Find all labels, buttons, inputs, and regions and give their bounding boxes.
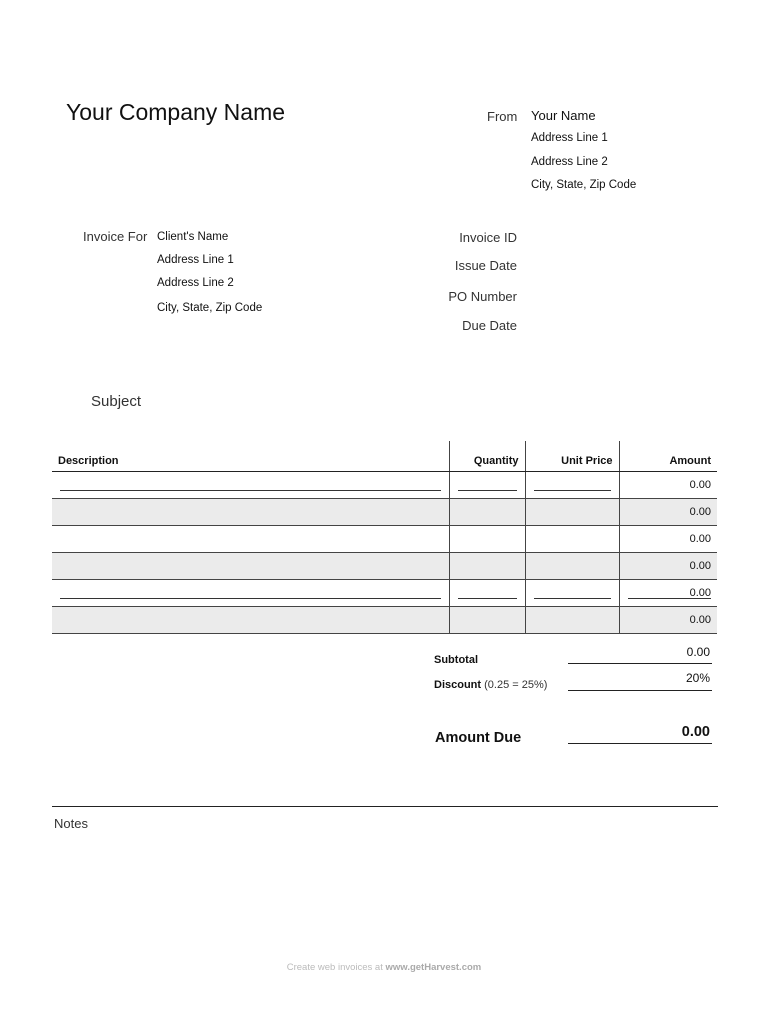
unit-price-underline <box>534 490 611 491</box>
discount-underline <box>568 690 712 691</box>
from-address-line-1: Address Line 1 <box>531 132 608 144</box>
subject-label: Subject <box>91 393 142 410</box>
row-amount: 0.00 <box>689 533 711 545</box>
table-row <box>52 526 717 553</box>
line-items-table <box>52 441 717 634</box>
unit-price-cell[interactable] <box>525 553 619 580</box>
subtotal-value: 0.00 <box>686 645 710 659</box>
description-cell[interactable] <box>52 580 449 607</box>
client-city-line: City, State, Zip Code <box>157 302 263 314</box>
unit-price-cell[interactable] <box>525 499 619 526</box>
table-row <box>52 580 717 607</box>
quantity-underline <box>458 598 517 599</box>
header-description: Description <box>52 441 449 472</box>
description-underline <box>60 490 441 491</box>
unit-price-cell[interactable] <box>525 607 619 634</box>
discount-label: Discount <box>434 679 482 691</box>
subtotal-underline <box>568 663 712 664</box>
client-address-line-2: Address Line 2 <box>157 277 234 289</box>
amount-cell <box>619 499 717 526</box>
from-label: From <box>487 109 518 124</box>
header-amount: Amount <box>619 441 717 472</box>
notes-divider <box>52 806 718 807</box>
quantity-cell[interactable] <box>449 499 525 526</box>
discount-label-group <box>434 679 547 691</box>
amount-cell <box>619 526 717 553</box>
quantity-cell[interactable] <box>449 607 525 634</box>
row-amount: 0.00 <box>689 587 711 599</box>
header-quantity: Quantity <box>449 441 525 472</box>
subtotal-label: Subtotal <box>434 654 478 666</box>
row-amount: 0.00 <box>689 560 711 572</box>
from-address-line-2: Address Line 2 <box>531 156 608 168</box>
description-cell[interactable] <box>52 553 449 580</box>
discount-note: (0.25 = 25%) <box>484 679 548 691</box>
row-amount: 0.00 <box>689 506 711 518</box>
row-amount: 0.00 <box>689 479 711 491</box>
from-name: Your Name <box>531 108 596 123</box>
amount-underline <box>628 598 712 599</box>
table-row <box>52 607 717 634</box>
quantity-cell[interactable] <box>449 580 525 607</box>
amount-cell <box>619 607 717 634</box>
amount-due-label: Amount Due <box>435 730 522 746</box>
quantity-cell[interactable] <box>449 553 525 580</box>
table-row <box>52 472 717 499</box>
amount-due-value: 0.00 <box>681 724 710 740</box>
client-address-line-1: Address Line 1 <box>157 254 234 266</box>
unit-price-cell[interactable] <box>525 472 619 499</box>
invoice-id-label: Invoice ID <box>459 230 517 245</box>
row-amount: 0.00 <box>689 614 711 626</box>
company-name: Your Company Name <box>66 99 286 125</box>
notes-label: Notes <box>54 816 88 831</box>
from-city-line: City, State, Zip Code <box>531 179 637 191</box>
description-cell[interactable] <box>52 526 449 553</box>
amount-cell <box>619 553 717 580</box>
description-cell[interactable] <box>52 499 449 526</box>
footer-prefix: Create web invoices at <box>286 962 383 973</box>
issue-date-label: Issue Date <box>454 258 517 273</box>
quantity-underline <box>458 490 517 491</box>
discount-value[interactable]: 20% <box>685 671 710 685</box>
footer <box>0 962 768 973</box>
quantity-cell[interactable] <box>449 472 525 499</box>
invoice-for-label: Invoice For <box>83 229 148 244</box>
unit-price-cell[interactable] <box>525 580 619 607</box>
description-cell[interactable] <box>52 607 449 634</box>
client-name: Client's Name <box>157 231 229 243</box>
quantity-cell[interactable] <box>449 526 525 553</box>
description-underline <box>60 598 441 599</box>
unit-price-cell[interactable] <box>525 526 619 553</box>
unit-price-underline <box>534 598 611 599</box>
table-row <box>52 553 717 580</box>
amount-cell <box>619 580 717 607</box>
description-cell[interactable] <box>52 472 449 499</box>
amount-due-underline <box>568 743 712 744</box>
amount-cell <box>619 472 717 499</box>
header-unit-price: Unit Price <box>525 441 619 472</box>
po-number-label: PO Number <box>448 289 517 304</box>
table-row <box>52 499 717 526</box>
due-date-label: Due Date <box>462 318 517 333</box>
footer-link[interactable]: www.getHarvest.com <box>385 962 482 973</box>
